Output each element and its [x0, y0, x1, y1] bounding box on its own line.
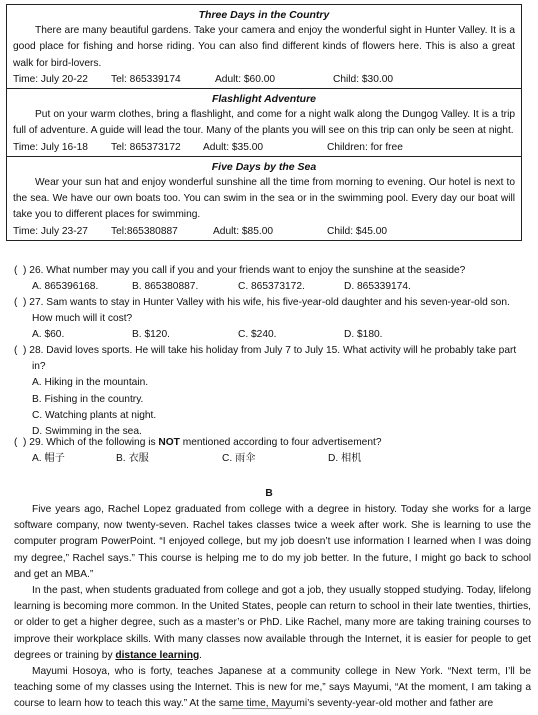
option-d[interactable]: D. 865339174. [344, 281, 411, 293]
ad-text: Put on your warm clothes, bring a flashlight, and come for a night walk along the Dungog Valley. It is a trip full of adventure. A guide will lead the tour. Many of the plants you will see on this trip can only be seen at night. [13, 109, 515, 137]
option-b[interactable]: B. 衣服 [116, 453, 149, 465]
ad-three-days-country [7, 5, 521, 89]
ad-info [13, 140, 515, 156]
ad-flashlight-adventure [7, 89, 521, 157]
question-stem-continued: How much will it cost? [32, 313, 133, 325]
ad-time: Time: July 23-27 [13, 225, 88, 237]
question-stem: ( ) 27. Sam wants to stay in Hunter Valley with his wife, his five-year-old daughter and his seven-year-old son. [14, 297, 510, 308]
option-a[interactable]: A. Hiking in the mountain. [32, 377, 149, 389]
paragraph-3: Mayumi Hosoya, who is forty, teaches Japanese at a community college in New York. “Next term, I’ll be teaching some of my classes using the Internet. This is new for me,” says Mayumi, “At the moment, I am taking a course to learn how to teach this way.” At the same time, Mayumi’s seventy-year-old mother and father are [14, 666, 531, 710]
option-a[interactable]: A. 帽子 [32, 453, 65, 465]
ad-title: Five Days by the Sea [211, 160, 317, 173]
question-28 [14, 343, 524, 440]
ad-time: Time: July 16-18 [13, 141, 88, 153]
page-footer-divider [232, 708, 292, 714]
ad-time: Time: July 20-22 [13, 73, 88, 85]
ad-title: Three Days in the Country [198, 9, 330, 21]
ad-child-price: Child: $45.00 [327, 225, 388, 237]
paragraph-2-text: In the past, when students graduated from college and got a job, they usually stopped studying. Today, lifelong learning is becoming more common. In the United States, people can return to school in their late twenties, thirties, or older to get a higher degree, such as a master’s or PhD. Like Rachel, many more are taking training courses to improve their workplace skills. With many classes now available through the Internet, it is easier for people to get degrees or training by [14, 585, 531, 661]
stem-emphasis: NOT [158, 437, 180, 448]
ad-text: Wear your sun hat and enjoy wonderful sunshine all the time from morning to evening. Our hotel is next to the sea. We have our own boats too. You can swim in the sea or in the swimming pool. Every day our boat will take you to different places for swimming. [13, 177, 515, 221]
ad-tel: Tel: 865373172 [111, 141, 181, 153]
option-a[interactable]: A. $60. [32, 329, 65, 341]
ad-child-price: Child: $30.00 [333, 73, 394, 85]
question-29 [14, 435, 524, 467]
option-c[interactable]: C. Watching plants at night. [32, 409, 157, 421]
paragraph-1: Five years ago, Rachel Lopez graduated from college with a degree in history. Today she works for a large software company, now twenty-seven. Rachel takes classes twice a week after work. She is learning to use the computer program PowerPoint. “I enjoyed college, but my job doesn’t use information I learned when I was doing my degree,” Rachel says.” This course is helping me to do my job better. In the future, I might go back to school and get an MBA.” [14, 504, 531, 580]
option-b[interactable]: B. 865380887. [132, 281, 199, 293]
answer-options [14, 451, 524, 467]
question-26 [14, 263, 524, 295]
option-c[interactable]: C. 865373172. [238, 281, 305, 293]
stem-text-end: mentioned according to four advertisement? [179, 437, 382, 448]
advertisements-box [6, 4, 522, 241]
option-d[interactable]: D. $180. [344, 329, 383, 341]
key-term: distance learning [115, 649, 200, 661]
ad-child-price: Children: for free [327, 141, 403, 153]
ad-title: Flashlight Adventure [211, 93, 317, 106]
ad-adult-price: Adult: $35.00 [203, 141, 264, 153]
ad-text: There are many beautiful gardens. Take your camera and enjoy the wonderful sight in Hunter Valley. It is a good place for fishing and horse riding. You can also find different kinds of flowers here. This is also a great walk for bird-lovers. [13, 25, 515, 69]
paragraph-2-end: . [199, 649, 203, 661]
question-stem: ( ) 28. David loves sports. He will take his holiday from July 7 to July 15. What activity will he probably take part [14, 345, 517, 356]
ad-adult-price: Adult: $85.00 [213, 225, 274, 237]
ad-info [13, 72, 515, 88]
option-b[interactable]: B. Fishing in the country. [32, 393, 144, 405]
option-c[interactable]: C. $240. [238, 329, 277, 341]
ad-tel: Tel: 865339174 [111, 73, 181, 85]
ad-five-days-sea [7, 157, 521, 240]
option-c[interactable]: C. 雨伞 [222, 453, 256, 465]
option-a[interactable]: A. 865396168. [32, 281, 99, 293]
question-27 [14, 295, 524, 344]
question-stem [14, 435, 524, 451]
section-heading: B [265, 488, 273, 499]
option-d[interactable]: D. Swimming in the sea. [32, 426, 142, 438]
question-stem-continued: in? [32, 361, 46, 373]
answer-options [14, 327, 524, 343]
reading-passage [14, 502, 531, 713]
ad-info [13, 224, 515, 240]
answer-options [14, 279, 524, 295]
option-b[interactable]: B. $120. [132, 329, 170, 341]
ad-tel: Tel:865380887 [111, 225, 178, 237]
ad-adult-price: Adult: $60.00 [215, 73, 276, 85]
paragraph-2 [14, 583, 531, 664]
option-d[interactable]: D. 相机 [328, 453, 362, 465]
question-stem: ( ) 26. What number may you call if you and your friends want to enjoy the sunshine at the seaside? [14, 265, 466, 276]
stem-text: ( ) 29. Which of the following is [14, 437, 159, 448]
